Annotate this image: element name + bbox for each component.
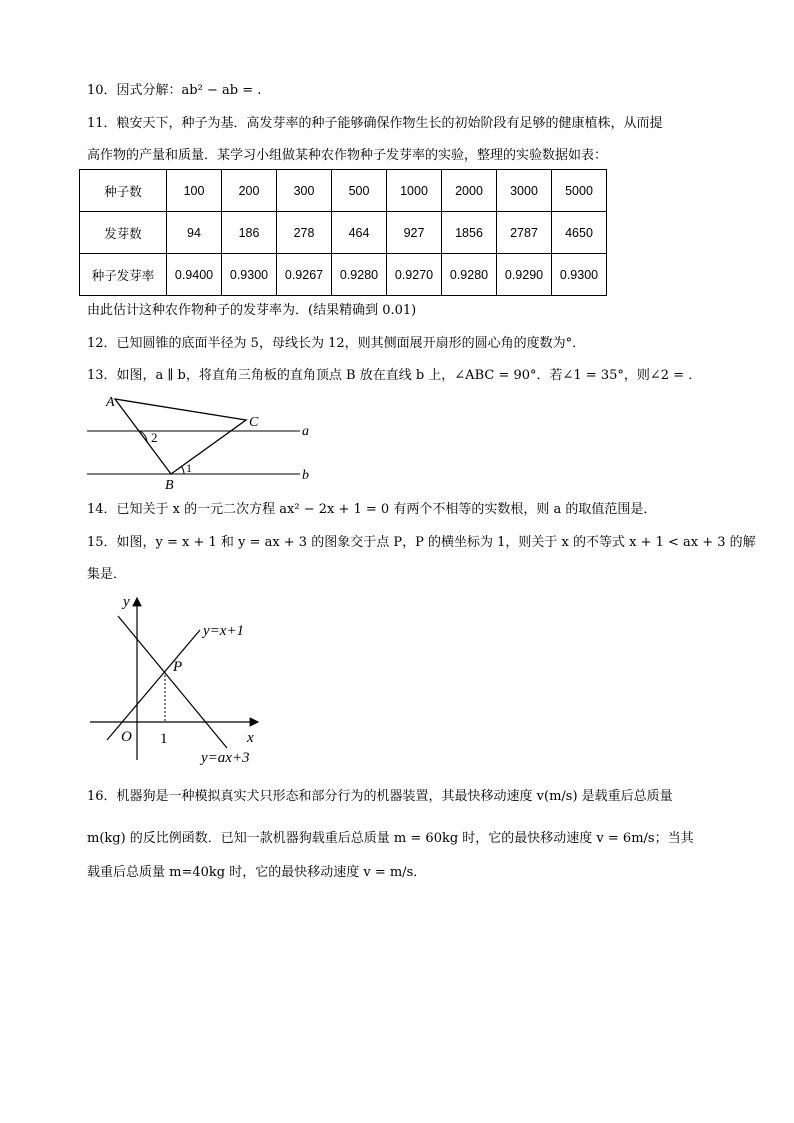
question-10: 10．因式分解：ab² − ab = . bbox=[87, 83, 262, 98]
table-cell: 278 bbox=[277, 212, 332, 254]
table-cell: 500 bbox=[332, 170, 387, 212]
table-cell: 927 bbox=[387, 212, 442, 254]
vertex-B-label: B bbox=[165, 478, 174, 493]
line-b-label: b bbox=[302, 468, 309, 483]
table-cell: 2787 bbox=[497, 212, 552, 254]
table-cell: 0.9300 bbox=[222, 254, 277, 296]
question-11-line2: 高作物的产量和质量．某学习小组做某种农作物种子发芽率的实验，整理的实验数据如表： bbox=[87, 148, 608, 163]
table-cell: 0.9280 bbox=[332, 254, 387, 296]
table-cell: 0.9280 bbox=[442, 254, 497, 296]
table-cell: 200 bbox=[222, 170, 277, 212]
line-y-x-plus-1 bbox=[107, 630, 200, 740]
angle-2-label: 2 bbox=[151, 430, 158, 445]
line1-label: y=x+1 bbox=[203, 623, 245, 639]
table-cell: 100 bbox=[167, 170, 222, 212]
q13-triangle-figure bbox=[80, 390, 320, 495]
table-cell: 4650 bbox=[552, 212, 607, 254]
question-14: 14．已知关于 x 的一元二次方程 ax² − 2x + 1 = 0 有两个不相等的实数根，则 a 的取值范围是． bbox=[87, 502, 657, 517]
question-11-line1: 11．粮安天下，种子为基．高发芽率的种子能够确保作物生长的初始阶段有足够的健康植株，从而提 bbox=[87, 116, 663, 131]
table-cell: 0.9400 bbox=[167, 254, 222, 296]
table-cell: 464 bbox=[332, 212, 387, 254]
question-16-line3: 载重后总质量 m=40kg 时，它的最快移动速度 v = m/s． bbox=[87, 865, 427, 880]
seed-germination-table bbox=[79, 169, 607, 296]
y-axis-label: y bbox=[123, 594, 130, 610]
origin-label: O bbox=[121, 729, 132, 745]
table-cell: 0.9267 bbox=[277, 254, 332, 296]
question-16-line1: 16．机器狗是一种模拟真实犬只形态和部分行为的机器装置，其最快移动速度 v(m/s) 是载重后总质量 bbox=[87, 789, 673, 804]
angle-1-arc bbox=[181, 466, 184, 474]
table-cell: 94 bbox=[167, 212, 222, 254]
question-11-after-table: 由此估计这种农作物种子的发芽率为．(结果精确到 0.01) bbox=[87, 303, 417, 318]
table-cell: 0.9300 bbox=[552, 254, 607, 296]
table-cell: 2000 bbox=[442, 170, 497, 212]
question-12: 12．已知圆锥的底面半径为 5，母线长为 12，则其侧面展开扇形的圆心角的度数为°． bbox=[87, 336, 586, 351]
point-P-label: P bbox=[173, 659, 183, 675]
table-cell: 5000 bbox=[552, 170, 607, 212]
vertex-C-label: C bbox=[249, 415, 259, 430]
tick-1-label: 1 bbox=[160, 731, 168, 747]
table-cell: 300 bbox=[277, 170, 332, 212]
angle-1-label: 1 bbox=[186, 461, 192, 475]
question-15-line1: 15．如图，y = x + 1 和 y = ax + 3 的图象交于点 P，P 的横坐标为 1，则关于 x 的不等式 x + 1 < ax + 3 的解 bbox=[87, 535, 756, 550]
q15-graph-figure bbox=[85, 588, 285, 773]
table-row bbox=[80, 170, 607, 212]
row-header: 种子数 bbox=[80, 170, 167, 212]
question-15-line2: 集是． bbox=[87, 567, 127, 582]
line2-label: y=ax+3 bbox=[201, 750, 250, 766]
right-triangle bbox=[115, 399, 246, 474]
table-cell: 186 bbox=[222, 212, 277, 254]
row-header: 种子发芽率 bbox=[80, 254, 167, 296]
table-cell: 1000 bbox=[387, 170, 442, 212]
row-header: 发芽数 bbox=[80, 212, 167, 254]
table-cell: 1856 bbox=[442, 212, 497, 254]
table-row bbox=[80, 254, 607, 296]
x-axis-label: x bbox=[247, 730, 254, 746]
question-13: 13．如图，a ∥ b，将直角三角板的直角顶点 B 放在直线 b 上，∠ABC = 90°．若∠1 = 35°，则∠2 = ． bbox=[87, 368, 702, 383]
table-cell: 3000 bbox=[497, 170, 552, 212]
question-16-line2: m(kg) 的反比例函数．已知一款机器狗载重后总质量 m = 60kg 时，它的最快移动速度 v = 6m/s；当其 bbox=[87, 831, 694, 846]
line-a-label: a bbox=[302, 424, 309, 439]
table-cell: 0.9290 bbox=[497, 254, 552, 296]
vertex-A-label: A bbox=[106, 395, 115, 410]
table-cell: 0.9270 bbox=[387, 254, 442, 296]
table-row bbox=[80, 212, 607, 254]
